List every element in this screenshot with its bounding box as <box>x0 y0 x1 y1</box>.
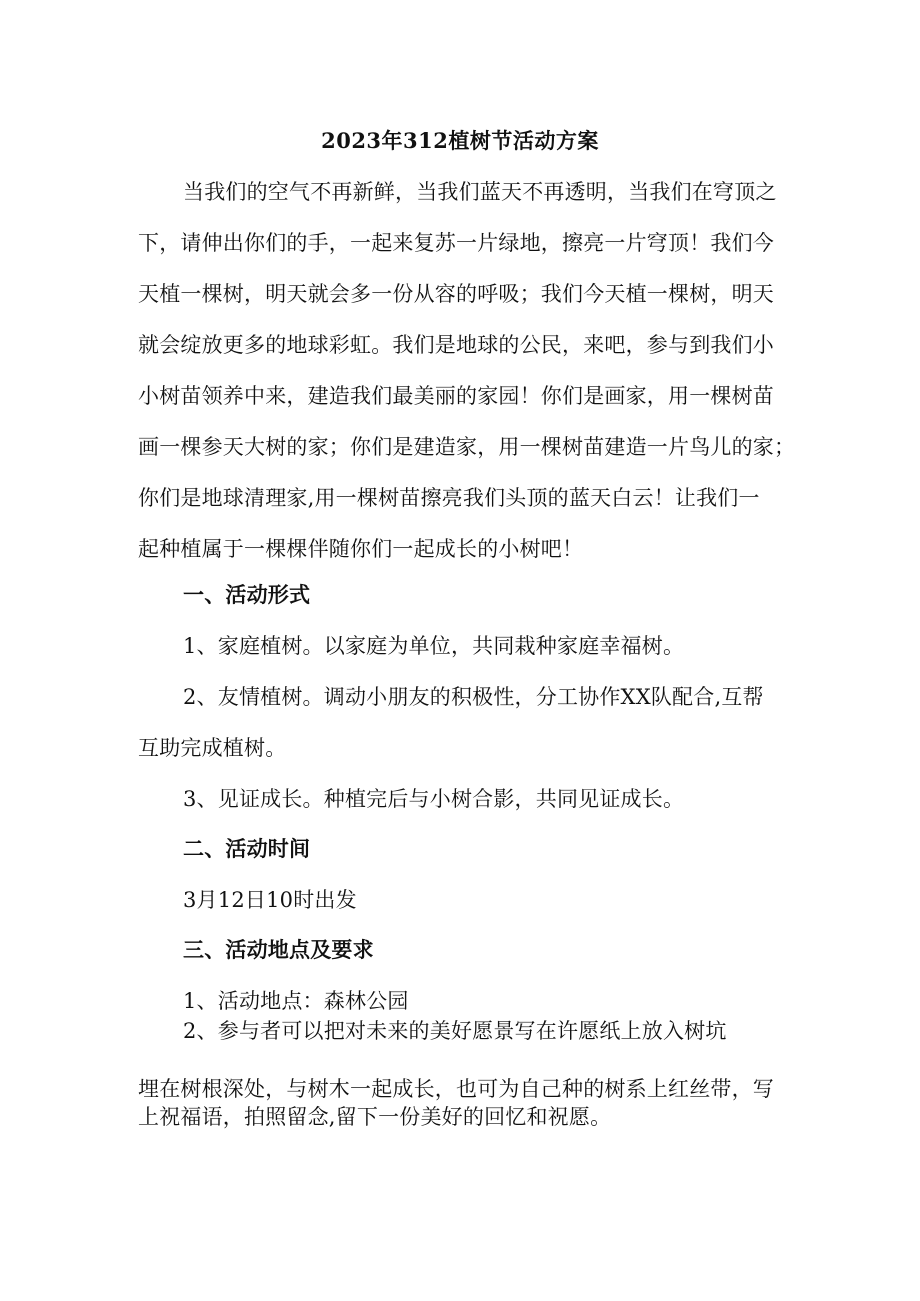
section-heading-location-requirements: 三、活动地点及要求 <box>183 937 374 962</box>
location-item-1: 1、活动地点：森林公园 <box>183 989 409 1013</box>
activity-form-item-2-line-1: 2、友情植树。调动小朋友的积极性，分工协作XX队配合,互帮 <box>183 685 764 709</box>
intro-line-6: 画一棵参天大树的家；你们是建造家，用一棵树苗建造一片鸟儿的家； <box>138 435 796 459</box>
intro-line-1: 当我们的空气不再新鲜，当我们蓝天不再透明，当我们在穹顶之 <box>183 180 777 204</box>
intro-line-5: 小树苗领养中来，建造我们最美丽的家园！你们是画家，用一棵树苗 <box>138 384 774 408</box>
activity-time-value: 3月12日10时出发 <box>183 888 357 912</box>
location-item-2-continued-line-1: 埋在树根深处，与树木一起成长，也可为自己种的树系上红丝带，写 <box>138 1077 774 1101</box>
section-heading-activity-time: 二、活动时间 <box>183 836 311 861</box>
location-item-2: 2、参与者可以把对未来的美好愿景写在许愿纸上放入树坑 <box>183 1019 727 1043</box>
activity-form-item-3: 3、见证成长。种植完后与小树合影，共同见证成长。 <box>183 787 685 811</box>
intro-line-8: 起种植属于一棵棵伴随你们一起成长的小树吧！ <box>138 537 584 561</box>
page-title: 2023年312植树节活动方案 <box>321 128 599 153</box>
intro-line-7: 你们是地球清理家,用一棵树苗擦亮我们头顶的蓝天白云！让我们一 <box>138 486 760 510</box>
activity-form-item-1: 1、家庭植树。以家庭为单位，共同栽种家庭幸福树。 <box>183 634 685 658</box>
activity-form-item-2-line-2: 互助完成植树。 <box>138 736 287 760</box>
intro-line-2: 下，请伸出你们的手，一起来复苏一片绿地，擦亮一片穹顶！我们今 <box>138 231 774 255</box>
intro-line-4: 就会绽放更多的地球彩虹。我们是地球的公民，来吧，参与到我们小 <box>138 333 774 357</box>
intro-line-3: 天植一棵树，明天就会多一份从容的呼吸；我们今天植一棵树，明天 <box>138 282 774 306</box>
section-heading-activity-form: 一、活动形式 <box>183 582 311 607</box>
location-item-2-continued-line-2: 上祝福语，拍照留念,留下一份美好的回忆和祝愿。 <box>138 1105 612 1129</box>
